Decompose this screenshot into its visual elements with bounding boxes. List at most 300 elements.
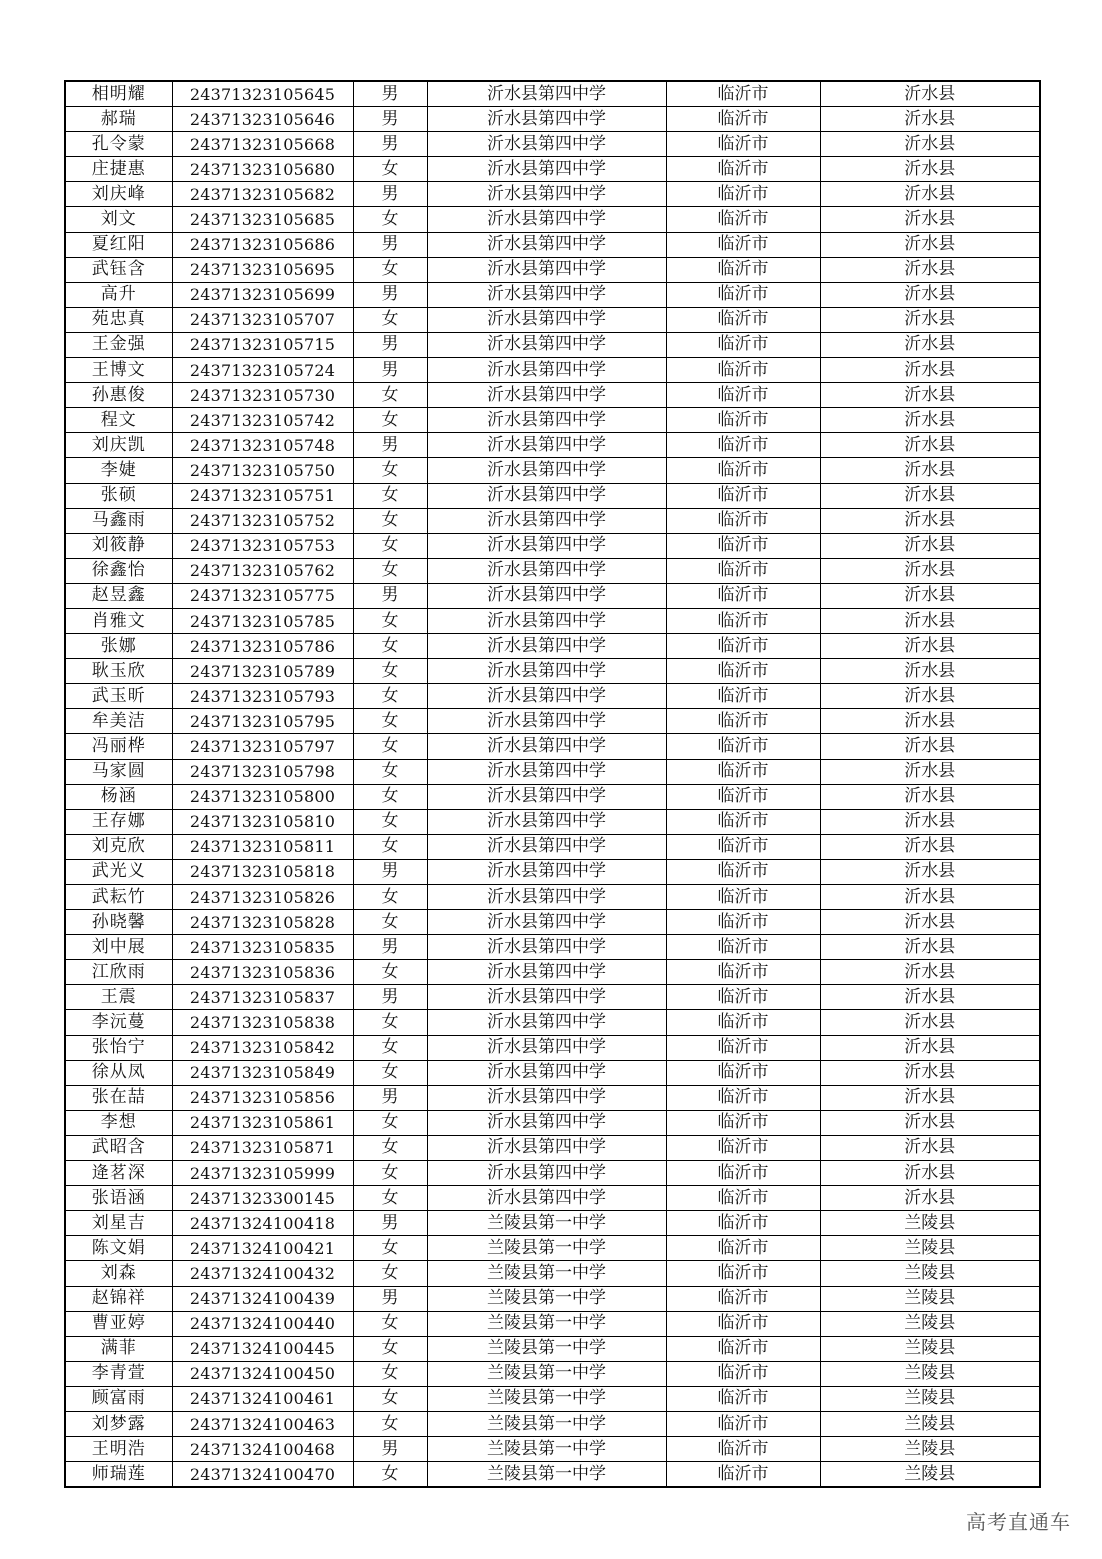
exam-number-cell: 24371323105753 bbox=[172, 533, 353, 558]
county-cell: 兰陵县 bbox=[820, 1386, 1040, 1411]
county-cell: 沂水县 bbox=[820, 784, 1040, 809]
gender-cell: 男 bbox=[353, 81, 427, 107]
student-name-cell: 刘克欣 bbox=[65, 834, 172, 859]
county-cell: 沂水县 bbox=[820, 282, 1040, 307]
school-cell: 沂水县第四中学 bbox=[427, 182, 666, 207]
exam-number-cell: 24371323105849 bbox=[172, 1060, 353, 1085]
county-cell: 沂水县 bbox=[820, 834, 1040, 859]
county-cell: 沂水县 bbox=[820, 659, 1040, 684]
exam-number-cell: 24371324100432 bbox=[172, 1261, 353, 1286]
gender-cell: 女 bbox=[353, 1135, 427, 1160]
city-cell: 临沂市 bbox=[666, 1236, 820, 1261]
gender-cell: 女 bbox=[353, 307, 427, 332]
exam-number-cell: 24371324100461 bbox=[172, 1386, 353, 1411]
student-name-cell: 杨涵 bbox=[65, 784, 172, 809]
student-name-cell: 李青萱 bbox=[65, 1361, 172, 1386]
school-cell: 兰陵县第一中学 bbox=[427, 1311, 666, 1336]
city-cell: 临沂市 bbox=[666, 1085, 820, 1110]
exam-number-cell: 24371323105645 bbox=[172, 81, 353, 107]
gender-cell: 女 bbox=[353, 483, 427, 508]
gender-cell: 女 bbox=[353, 1311, 427, 1336]
table-row bbox=[65, 81, 1040, 107]
city-cell: 临沂市 bbox=[666, 583, 820, 608]
exam-number-cell: 24371323105856 bbox=[172, 1085, 353, 1110]
table-row bbox=[65, 1361, 1040, 1386]
student-name-cell: 孙惠俊 bbox=[65, 383, 172, 408]
city-cell: 临沂市 bbox=[666, 1311, 820, 1336]
student-name-cell: 马家圆 bbox=[65, 759, 172, 784]
student-name-cell: 刘庆峰 bbox=[65, 182, 172, 207]
city-cell: 临沂市 bbox=[666, 759, 820, 784]
table-row bbox=[65, 809, 1040, 834]
student-name-cell: 徐从凤 bbox=[65, 1060, 172, 1085]
school-cell: 沂水县第四中学 bbox=[427, 1161, 666, 1186]
city-cell: 临沂市 bbox=[666, 157, 820, 182]
gender-cell: 女 bbox=[353, 558, 427, 583]
county-cell: 沂水县 bbox=[820, 1161, 1040, 1186]
city-cell: 临沂市 bbox=[666, 1286, 820, 1311]
table-body bbox=[65, 81, 1040, 1487]
school-cell: 沂水县第四中学 bbox=[427, 684, 666, 709]
exam-number-cell: 24371323105842 bbox=[172, 1035, 353, 1060]
gender-cell: 女 bbox=[353, 1186, 427, 1211]
school-cell: 沂水县第四中学 bbox=[427, 784, 666, 809]
city-cell: 临沂市 bbox=[666, 383, 820, 408]
exam-number-cell: 24371323105798 bbox=[172, 759, 353, 784]
city-cell: 临沂市 bbox=[666, 458, 820, 483]
table-row bbox=[65, 383, 1040, 408]
student-name-cell: 刘森 bbox=[65, 1261, 172, 1286]
school-cell: 沂水县第四中学 bbox=[427, 734, 666, 759]
table-row bbox=[65, 408, 1040, 433]
table-row bbox=[65, 1186, 1040, 1211]
gender-cell: 男 bbox=[353, 132, 427, 157]
city-cell: 临沂市 bbox=[666, 809, 820, 834]
gender-cell: 女 bbox=[353, 1035, 427, 1060]
exam-number-cell: 24371323105871 bbox=[172, 1135, 353, 1160]
student-name-cell: 王明浩 bbox=[65, 1437, 172, 1462]
city-cell: 临沂市 bbox=[666, 132, 820, 157]
student-name-cell: 刘星吉 bbox=[65, 1211, 172, 1236]
school-cell: 沂水县第四中学 bbox=[427, 458, 666, 483]
gender-cell: 男 bbox=[353, 332, 427, 357]
county-cell: 沂水县 bbox=[820, 132, 1040, 157]
table-row bbox=[65, 759, 1040, 784]
student-name-cell: 王博文 bbox=[65, 358, 172, 383]
table-row bbox=[65, 859, 1040, 884]
student-name-cell: 满菲 bbox=[65, 1336, 172, 1361]
county-cell: 沂水县 bbox=[820, 910, 1040, 935]
school-cell: 沂水县第四中学 bbox=[427, 433, 666, 458]
exam-number-cell: 24371323105646 bbox=[172, 107, 353, 132]
school-cell: 沂水县第四中学 bbox=[427, 1085, 666, 1110]
county-cell: 沂水县 bbox=[820, 885, 1040, 910]
county-cell: 沂水县 bbox=[820, 81, 1040, 107]
school-cell: 沂水县第四中学 bbox=[427, 483, 666, 508]
source-watermark: 高考直通车 bbox=[966, 1510, 1071, 1534]
student-name-cell: 曹亚婷 bbox=[65, 1311, 172, 1336]
city-cell: 临沂市 bbox=[666, 257, 820, 282]
student-name-cell: 李婕 bbox=[65, 458, 172, 483]
gender-cell: 女 bbox=[353, 960, 427, 985]
table-row bbox=[65, 1311, 1040, 1336]
school-cell: 沂水县第四中学 bbox=[427, 634, 666, 659]
county-cell: 沂水县 bbox=[820, 458, 1040, 483]
county-cell: 沂水县 bbox=[820, 634, 1040, 659]
exam-number-cell: 24371323105762 bbox=[172, 558, 353, 583]
city-cell: 临沂市 bbox=[666, 1386, 820, 1411]
school-cell: 沂水县第四中学 bbox=[427, 885, 666, 910]
exam-number-cell: 24371323105680 bbox=[172, 157, 353, 182]
exam-number-cell: 24371323105686 bbox=[172, 232, 353, 257]
table-row bbox=[65, 207, 1040, 232]
student-name-cell: 江欣雨 bbox=[65, 960, 172, 985]
exam-number-cell: 24371323105837 bbox=[172, 985, 353, 1010]
table-row bbox=[65, 232, 1040, 257]
gender-cell: 男 bbox=[353, 282, 427, 307]
city-cell: 临沂市 bbox=[666, 1411, 820, 1436]
student-name-cell: 李想 bbox=[65, 1110, 172, 1135]
school-cell: 沂水县第四中学 bbox=[427, 232, 666, 257]
school-cell: 兰陵县第一中学 bbox=[427, 1386, 666, 1411]
student-name-cell: 张在喆 bbox=[65, 1085, 172, 1110]
school-cell: 沂水县第四中学 bbox=[427, 282, 666, 307]
student-name-cell: 武昭含 bbox=[65, 1135, 172, 1160]
student-name-cell: 刘筱静 bbox=[65, 533, 172, 558]
city-cell: 临沂市 bbox=[666, 985, 820, 1010]
table-row bbox=[65, 1286, 1040, 1311]
county-cell: 沂水县 bbox=[820, 232, 1040, 257]
school-cell: 兰陵县第一中学 bbox=[427, 1211, 666, 1236]
city-cell: 临沂市 bbox=[666, 734, 820, 759]
table-row bbox=[65, 910, 1040, 935]
school-cell: 沂水县第四中学 bbox=[427, 81, 666, 107]
county-cell: 沂水县 bbox=[820, 608, 1040, 633]
school-cell: 沂水县第四中学 bbox=[427, 1135, 666, 1160]
exam-number-cell: 24371323105695 bbox=[172, 257, 353, 282]
school-cell: 沂水县第四中学 bbox=[427, 960, 666, 985]
city-cell: 临沂市 bbox=[666, 408, 820, 433]
exam-number-cell: 24371324100440 bbox=[172, 1311, 353, 1336]
student-name-cell: 郝瑞 bbox=[65, 107, 172, 132]
school-cell: 兰陵县第一中学 bbox=[427, 1236, 666, 1261]
city-cell: 临沂市 bbox=[666, 935, 820, 960]
exam-number-cell: 24371323105742 bbox=[172, 408, 353, 433]
exam-number-cell: 24371323105751 bbox=[172, 483, 353, 508]
school-cell: 沂水县第四中学 bbox=[427, 558, 666, 583]
city-cell: 临沂市 bbox=[666, 232, 820, 257]
county-cell: 沂水县 bbox=[820, 408, 1040, 433]
exam-number-cell: 24371323300145 bbox=[172, 1186, 353, 1211]
school-cell: 兰陵县第一中学 bbox=[427, 1437, 666, 1462]
county-cell: 沂水县 bbox=[820, 1085, 1040, 1110]
county-cell: 兰陵县 bbox=[820, 1286, 1040, 1311]
gender-cell: 女 bbox=[353, 885, 427, 910]
table-row bbox=[65, 1386, 1040, 1411]
table-row bbox=[65, 634, 1040, 659]
student-roster-table bbox=[64, 80, 1041, 1488]
student-name-cell: 王存娜 bbox=[65, 809, 172, 834]
county-cell: 沂水县 bbox=[820, 1110, 1040, 1135]
county-cell: 兰陵县 bbox=[820, 1361, 1040, 1386]
gender-cell: 女 bbox=[353, 759, 427, 784]
city-cell: 临沂市 bbox=[666, 282, 820, 307]
exam-number-cell: 24371323105715 bbox=[172, 332, 353, 357]
student-name-cell: 肖雅文 bbox=[65, 608, 172, 633]
table-row bbox=[65, 834, 1040, 859]
student-name-cell: 李沅蔓 bbox=[65, 1010, 172, 1035]
city-cell: 临沂市 bbox=[666, 558, 820, 583]
student-name-cell: 王金强 bbox=[65, 332, 172, 357]
exam-number-cell: 24371324100439 bbox=[172, 1286, 353, 1311]
table-row bbox=[65, 784, 1040, 809]
city-cell: 临沂市 bbox=[666, 885, 820, 910]
gender-cell: 男 bbox=[353, 1211, 427, 1236]
exam-number-cell: 24371323105707 bbox=[172, 307, 353, 332]
city-cell: 临沂市 bbox=[666, 182, 820, 207]
city-cell: 临沂市 bbox=[666, 1161, 820, 1186]
gender-cell: 女 bbox=[353, 1010, 427, 1035]
exam-number-cell: 24371323105828 bbox=[172, 910, 353, 935]
exam-number-cell: 24371323105835 bbox=[172, 935, 353, 960]
table-row bbox=[65, 182, 1040, 207]
city-cell: 临沂市 bbox=[666, 1135, 820, 1160]
gender-cell: 女 bbox=[353, 157, 427, 182]
county-cell: 沂水县 bbox=[820, 558, 1040, 583]
student-name-cell: 牟美洁 bbox=[65, 709, 172, 734]
exam-number-cell: 24371323105750 bbox=[172, 458, 353, 483]
table-row bbox=[65, 1236, 1040, 1261]
gender-cell: 女 bbox=[353, 1386, 427, 1411]
exam-number-cell: 24371323105685 bbox=[172, 207, 353, 232]
city-cell: 临沂市 bbox=[666, 634, 820, 659]
school-cell: 沂水县第四中学 bbox=[427, 759, 666, 784]
student-name-cell: 赵昱鑫 bbox=[65, 583, 172, 608]
gender-cell: 女 bbox=[353, 458, 427, 483]
table-row bbox=[65, 533, 1040, 558]
exam-number-cell: 24371323105800 bbox=[172, 784, 353, 809]
gender-cell: 女 bbox=[353, 257, 427, 282]
school-cell: 沂水县第四中学 bbox=[427, 508, 666, 533]
city-cell: 临沂市 bbox=[666, 1261, 820, 1286]
gender-cell: 女 bbox=[353, 1361, 427, 1386]
exam-number-cell: 24371323105818 bbox=[172, 859, 353, 884]
school-cell: 兰陵县第一中学 bbox=[427, 1261, 666, 1286]
gender-cell: 男 bbox=[353, 859, 427, 884]
student-name-cell: 武玉昕 bbox=[65, 684, 172, 709]
exam-number-cell: 24371323105999 bbox=[172, 1161, 353, 1186]
table-row bbox=[65, 935, 1040, 960]
county-cell: 沂水县 bbox=[820, 157, 1040, 182]
gender-cell: 女 bbox=[353, 659, 427, 684]
city-cell: 临沂市 bbox=[666, 1186, 820, 1211]
table-row bbox=[65, 885, 1040, 910]
exam-number-cell: 24371323105793 bbox=[172, 684, 353, 709]
school-cell: 兰陵县第一中学 bbox=[427, 1361, 666, 1386]
county-cell: 沂水县 bbox=[820, 1135, 1040, 1160]
table-row bbox=[65, 1336, 1040, 1361]
school-cell: 沂水县第四中学 bbox=[427, 608, 666, 633]
city-cell: 临沂市 bbox=[666, 784, 820, 809]
county-cell: 沂水县 bbox=[820, 307, 1040, 332]
exam-number-cell: 24371323105699 bbox=[172, 282, 353, 307]
gender-cell: 女 bbox=[353, 784, 427, 809]
city-cell: 临沂市 bbox=[666, 307, 820, 332]
exam-number-cell: 24371323105826 bbox=[172, 885, 353, 910]
gender-cell: 男 bbox=[353, 1286, 427, 1311]
table-row bbox=[65, 583, 1040, 608]
school-cell: 兰陵县第一中学 bbox=[427, 1336, 666, 1361]
gender-cell: 男 bbox=[353, 1085, 427, 1110]
gender-cell: 女 bbox=[353, 1411, 427, 1436]
student-name-cell: 程文 bbox=[65, 408, 172, 433]
table-row bbox=[65, 1261, 1040, 1286]
student-name-cell: 张语涵 bbox=[65, 1186, 172, 1211]
student-name-cell: 耿玉欣 bbox=[65, 659, 172, 684]
city-cell: 临沂市 bbox=[666, 1437, 820, 1462]
school-cell: 兰陵县第一中学 bbox=[427, 1411, 666, 1436]
county-cell: 沂水县 bbox=[820, 583, 1040, 608]
exam-number-cell: 24371324100450 bbox=[172, 1361, 353, 1386]
exam-number-cell: 24371323105668 bbox=[172, 132, 353, 157]
gender-cell: 女 bbox=[353, 1261, 427, 1286]
table-row bbox=[65, 709, 1040, 734]
student-name-cell: 张娜 bbox=[65, 634, 172, 659]
city-cell: 临沂市 bbox=[666, 1035, 820, 1060]
table-row bbox=[65, 257, 1040, 282]
school-cell: 沂水县第四中学 bbox=[427, 1186, 666, 1211]
school-cell: 沂水县第四中学 bbox=[427, 935, 666, 960]
city-cell: 临沂市 bbox=[666, 1010, 820, 1035]
county-cell: 沂水县 bbox=[820, 709, 1040, 734]
gender-cell: 男 bbox=[353, 182, 427, 207]
student-name-cell: 夏红阳 bbox=[65, 232, 172, 257]
table-row bbox=[65, 483, 1040, 508]
county-cell: 沂水县 bbox=[820, 483, 1040, 508]
table-row bbox=[65, 157, 1040, 182]
student-name-cell: 逄茗深 bbox=[65, 1161, 172, 1186]
county-cell: 沂水县 bbox=[820, 332, 1040, 357]
city-cell: 临沂市 bbox=[666, 910, 820, 935]
county-cell: 沂水县 bbox=[820, 1035, 1040, 1060]
student-name-cell: 孔令蒙 bbox=[65, 132, 172, 157]
student-name-cell: 武钰含 bbox=[65, 257, 172, 282]
county-cell: 沂水县 bbox=[820, 960, 1040, 985]
exam-number-cell: 24371324100470 bbox=[172, 1462, 353, 1488]
table-row bbox=[65, 1035, 1040, 1060]
exam-number-cell: 24371323105861 bbox=[172, 1110, 353, 1135]
table-row bbox=[65, 1110, 1040, 1135]
exam-number-cell: 24371323105795 bbox=[172, 709, 353, 734]
exam-number-cell: 24371324100421 bbox=[172, 1236, 353, 1261]
gender-cell: 男 bbox=[353, 985, 427, 1010]
city-cell: 临沂市 bbox=[666, 1336, 820, 1361]
table-row bbox=[65, 107, 1040, 132]
county-cell: 沂水县 bbox=[820, 1186, 1040, 1211]
exam-number-cell: 24371323105810 bbox=[172, 809, 353, 834]
table-row bbox=[65, 307, 1040, 332]
school-cell: 沂水县第四中学 bbox=[427, 985, 666, 1010]
city-cell: 临沂市 bbox=[666, 533, 820, 558]
exam-number-cell: 24371323105811 bbox=[172, 834, 353, 859]
school-cell: 沂水县第四中学 bbox=[427, 709, 666, 734]
gender-cell: 女 bbox=[353, 809, 427, 834]
student-name-cell: 武耘竹 bbox=[65, 885, 172, 910]
city-cell: 临沂市 bbox=[666, 358, 820, 383]
city-cell: 临沂市 bbox=[666, 834, 820, 859]
school-cell: 沂水县第四中学 bbox=[427, 583, 666, 608]
gender-cell: 女 bbox=[353, 408, 427, 433]
city-cell: 临沂市 bbox=[666, 960, 820, 985]
exam-number-cell: 24371323105748 bbox=[172, 433, 353, 458]
student-name-cell: 庄捷惠 bbox=[65, 157, 172, 182]
city-cell: 临沂市 bbox=[666, 1060, 820, 1085]
table-row bbox=[65, 1161, 1040, 1186]
gender-cell: 男 bbox=[353, 433, 427, 458]
city-cell: 临沂市 bbox=[666, 1211, 820, 1236]
county-cell: 沂水县 bbox=[820, 182, 1040, 207]
county-cell: 兰陵县 bbox=[820, 1211, 1040, 1236]
student-name-cell: 马鑫雨 bbox=[65, 508, 172, 533]
exam-number-cell: 24371323105775 bbox=[172, 583, 353, 608]
table-row bbox=[65, 1135, 1040, 1160]
county-cell: 沂水县 bbox=[820, 935, 1040, 960]
table-row bbox=[65, 558, 1040, 583]
county-cell: 沂水县 bbox=[820, 985, 1040, 1010]
gender-cell: 女 bbox=[353, 1110, 427, 1135]
gender-cell: 男 bbox=[353, 1437, 427, 1462]
exam-number-cell: 24371323105682 bbox=[172, 182, 353, 207]
city-cell: 临沂市 bbox=[666, 1361, 820, 1386]
student-name-cell: 冯丽桦 bbox=[65, 734, 172, 759]
school-cell: 沂水县第四中学 bbox=[427, 910, 666, 935]
table-row bbox=[65, 132, 1040, 157]
county-cell: 沂水县 bbox=[820, 257, 1040, 282]
exam-number-cell: 24371323105730 bbox=[172, 383, 353, 408]
exam-number-cell: 24371324100468 bbox=[172, 1437, 353, 1462]
gender-cell: 女 bbox=[353, 1236, 427, 1261]
school-cell: 沂水县第四中学 bbox=[427, 659, 666, 684]
student-name-cell: 孙晓馨 bbox=[65, 910, 172, 935]
exam-number-cell: 24371324100463 bbox=[172, 1411, 353, 1436]
city-cell: 临沂市 bbox=[666, 508, 820, 533]
city-cell: 临沂市 bbox=[666, 433, 820, 458]
county-cell: 沂水县 bbox=[820, 533, 1040, 558]
table-row bbox=[65, 433, 1040, 458]
city-cell: 临沂市 bbox=[666, 483, 820, 508]
school-cell: 沂水县第四中学 bbox=[427, 257, 666, 282]
county-cell: 沂水县 bbox=[820, 207, 1040, 232]
county-cell: 兰陵县 bbox=[820, 1336, 1040, 1361]
exam-number-cell: 24371323105752 bbox=[172, 508, 353, 533]
gender-cell: 女 bbox=[353, 207, 427, 232]
table-row bbox=[65, 1211, 1040, 1236]
county-cell: 沂水县 bbox=[820, 684, 1040, 709]
gender-cell: 女 bbox=[353, 533, 427, 558]
school-cell: 沂水县第四中学 bbox=[427, 859, 666, 884]
city-cell: 临沂市 bbox=[666, 81, 820, 107]
gender-cell: 男 bbox=[353, 358, 427, 383]
school-cell: 兰陵县第一中学 bbox=[427, 1286, 666, 1311]
table-row bbox=[65, 1437, 1040, 1462]
table-row bbox=[65, 1010, 1040, 1035]
gender-cell: 女 bbox=[353, 383, 427, 408]
table-row bbox=[65, 985, 1040, 1010]
student-name-cell: 高升 bbox=[65, 282, 172, 307]
city-cell: 临沂市 bbox=[666, 709, 820, 734]
county-cell: 兰陵县 bbox=[820, 1261, 1040, 1286]
county-cell: 沂水县 bbox=[820, 433, 1040, 458]
